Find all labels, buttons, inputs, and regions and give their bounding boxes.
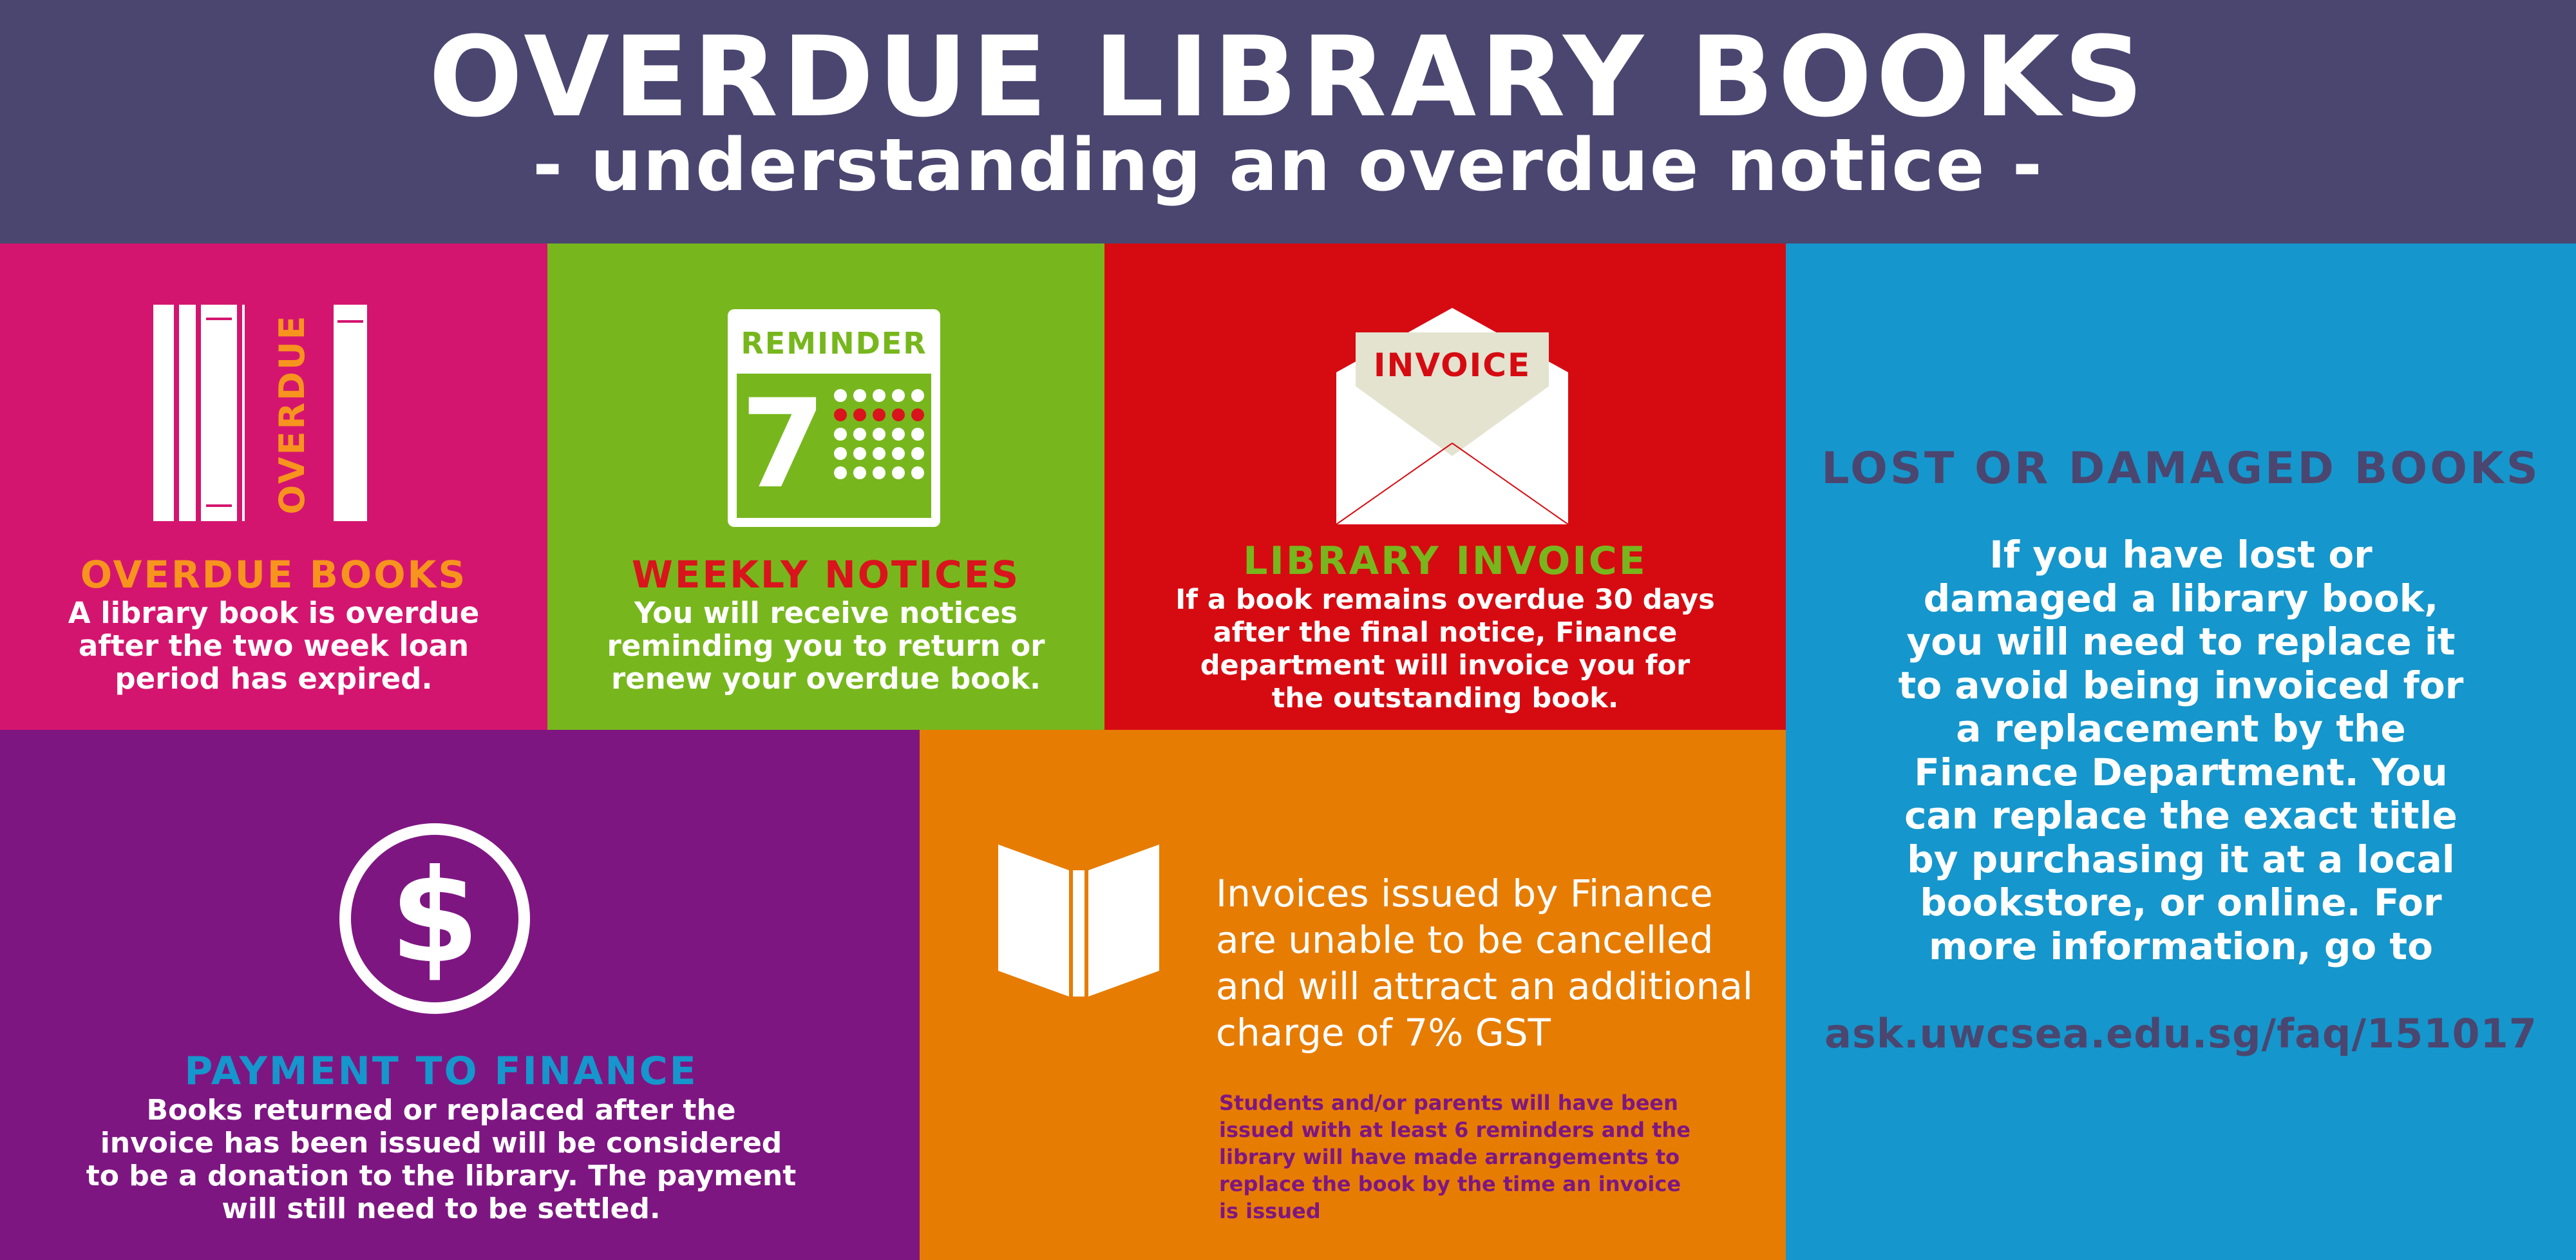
notices-text-line: You will receive notices: [634, 596, 1018, 630]
lost-text-line: more information, go to: [1929, 924, 2433, 968]
overdue-text-line: period has expired.: [115, 662, 433, 696]
faq-link[interactable]: ask.uwcsea.edu.sg/faq/151017: [1824, 1010, 2537, 1057]
gst-text-line: are unable to be cancelled: [1216, 918, 1714, 962]
lost-text-line: If you have lost or: [1989, 533, 2372, 577]
page-subtitle: - understanding an overdue notice -: [532, 124, 2044, 207]
lost-text-line: you will need to replace it: [1906, 620, 2456, 663]
lost-damaged-heading: LOST OR DAMAGED BOOKS: [1821, 443, 2541, 494]
overdue-spine-label: OVERDUE: [271, 314, 312, 515]
calendar-label: REMINDER: [741, 326, 927, 361]
dollar-glyph: $: [390, 842, 480, 992]
overdue-text-line: after the two week loan: [78, 629, 469, 663]
weekly-notices-heading: WEEKLY NOTICES: [631, 553, 1021, 597]
lost-damaged-panel: [1786, 243, 2576, 1260]
lost-text-line: damaged a library book,: [1923, 576, 2439, 620]
invoice-gst-panel: [920, 730, 1786, 1260]
invoice-text-line: department will invoice you for: [1200, 649, 1690, 682]
library-invoice-heading: LIBRARY INVOICE: [1243, 539, 1647, 584]
payment-finance-panel: [0, 730, 920, 1260]
lost-text-line: to avoid being invoiced for: [1898, 663, 2464, 707]
weekly-notices-panel: [547, 243, 1104, 730]
invoice-text-line: after the final notice, Finance: [1213, 616, 1678, 649]
reminder-note-line: is issued: [1219, 1199, 1321, 1223]
notices-text-line: reminding you to return or: [607, 629, 1045, 663]
envelope-label: INVOICE: [1373, 347, 1531, 384]
invoice-text-line: If a book remains overdue 30 days: [1175, 584, 1715, 616]
payment-text-line: invoice has been issued will be considered: [100, 1127, 782, 1160]
reminder-note-line: library will have made arrangements to: [1219, 1145, 1680, 1169]
gst-text-line: charge of 7% GST: [1216, 1011, 1551, 1055]
page-title: OVERDUE LIBRARY BOOKS: [428, 12, 2148, 142]
gst-text-line: Invoices issued by Finance: [1216, 872, 1713, 915]
lost-text-line: a replacement by the: [1956, 707, 2406, 750]
lost-text-line: Finance Department. You: [1914, 750, 2448, 794]
overdue-books-heading: OVERDUE BOOKS: [80, 553, 468, 597]
reminder-note-line: Students and/or parents will have been: [1219, 1091, 1678, 1115]
lost-text-line: by purchasing it at a local: [1907, 837, 2455, 881]
overdue-text-line: A library book is overdue: [68, 596, 480, 630]
open-book-icon: [998, 845, 1159, 999]
lost-text-line: bookstore, or online. For: [1920, 881, 2442, 924]
notices-text-line: renew your overdue book.: [611, 662, 1041, 696]
library-invoice-panel: [1104, 243, 1786, 730]
gst-text-line: and will attract an additional: [1216, 964, 1754, 1008]
payment-text-line: to be a donation to the library. The payment: [86, 1160, 797, 1192]
calendar-number: 7: [741, 373, 826, 515]
lost-text-line: can replace the exact title: [1904, 794, 2458, 837]
invoice-text-line: the outstanding book.: [1271, 682, 1619, 714]
payment-text-line: will still need to be settled.: [222, 1192, 661, 1225]
envelope-icon: [1336, 308, 1568, 527]
payment-finance-heading: PAYMENT TO FINANCE: [184, 1049, 698, 1094]
reminder-note-line: replace the book by the time an invoice: [1219, 1172, 1681, 1196]
reminder-note-line: issued with at least 6 reminders and the: [1219, 1118, 1690, 1142]
overdue-books-panel: [0, 243, 547, 730]
payment-text-line: Books returned or replaced after the: [146, 1094, 736, 1127]
